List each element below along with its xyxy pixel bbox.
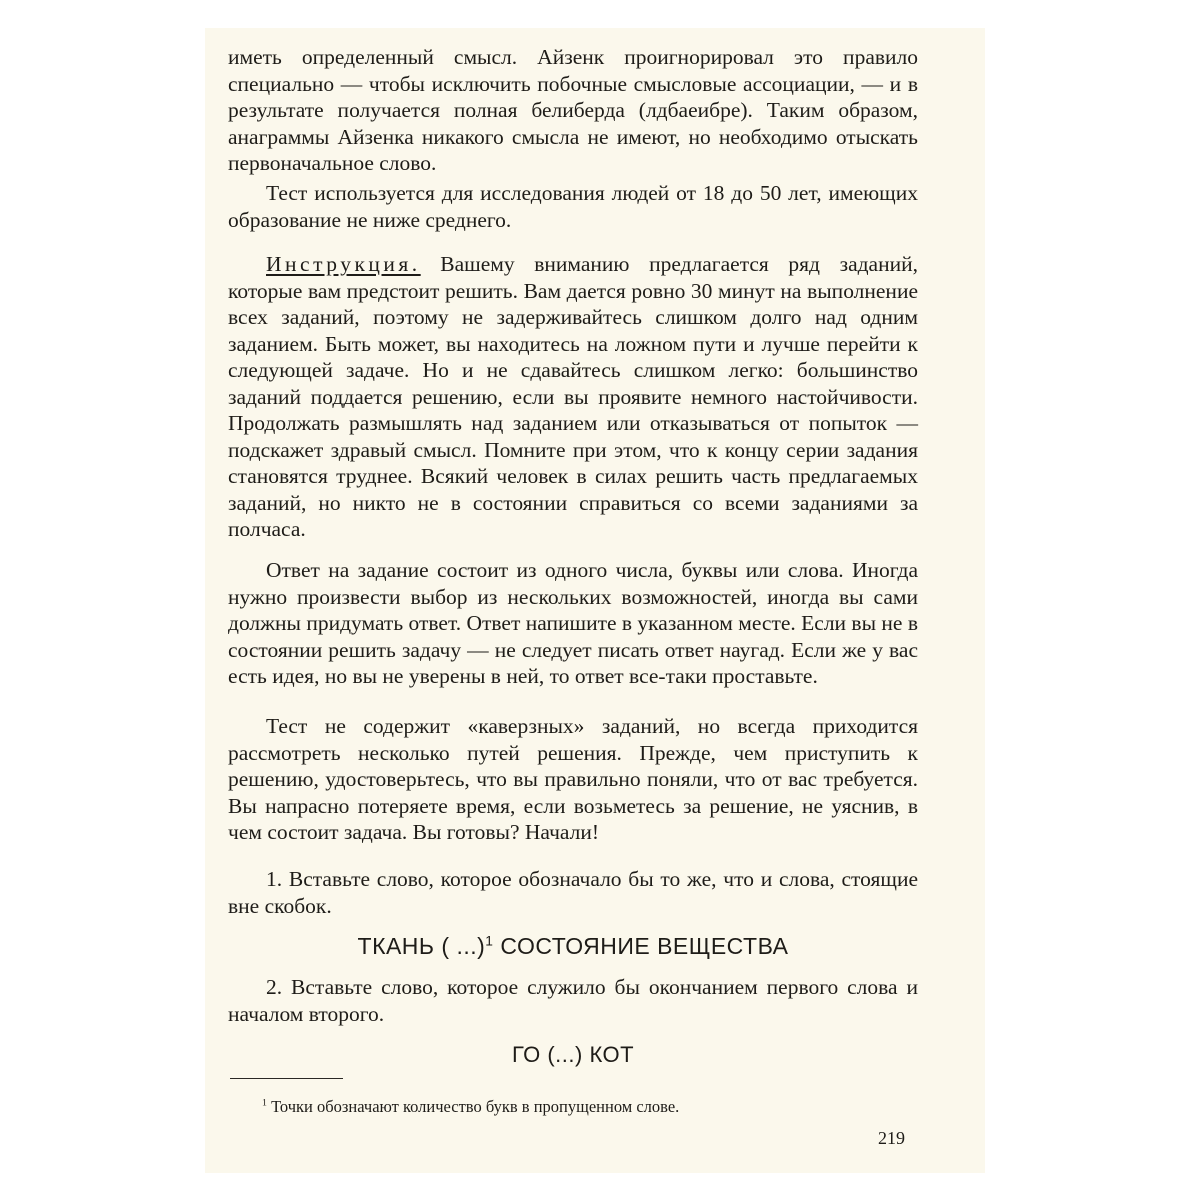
- page-number: 219: [878, 1128, 905, 1148]
- footnote-text: Точки обозначают количество букв в пропущенном слове.: [266, 1097, 680, 1116]
- paragraph-no-tricks: [228, 713, 918, 846]
- paragraph-age-range: [228, 180, 918, 233]
- task-2-instruction: [228, 974, 918, 1027]
- paragraph-3: [228, 251, 918, 543]
- footnote-ref: 1: [485, 933, 494, 949]
- footnote: [262, 1097, 679, 1117]
- paragraph-4: Ответ на задание состоит из одного числа, буквы или слова. Иногда нужно произвести выбор из нескольких возможностей, иногда вы сами должны придумать ответ. Ответ напишите в указанном месте. Если вы не в состоянии решить задачу — не следует писать ответ наугад. Если же у вас есть идея, но вы не уверены в ней, то ответ все-таки проставьте.: [228, 558, 918, 688]
- task-1-puzzle: [228, 932, 918, 960]
- paragraph-instruction: [228, 251, 918, 543]
- task-1-puzzle-right: СОСТОЯНИЕ ВЕЩЕСТВА: [493, 933, 789, 959]
- task-1-text: 1. Вставьте слово, которое обозначало бы то же, что и слова, стоящие вне скобок.: [228, 867, 918, 918]
- task-1-puzzle-left: ТКАНЬ ( ...): [357, 933, 486, 959]
- task-1-instruction: [228, 866, 918, 919]
- paragraph-anagram-intro: [228, 44, 918, 177]
- paragraph-2: Тест используется для исследования людей от 18 до 50 лет, имеющих образование не ниже среднего.: [228, 181, 918, 232]
- paragraph-1: иметь определенный смысл. Айзенк проигнорировал это правило специально — чтобы исключить побочные смысловые ассоциации, — и в результате получается полная белиберда (лдбаеибре). Таким образом, анаграммы Айзенка никакого смысла не имеют, но необходимо отыскать первоначальное слово.: [228, 45, 918, 175]
- instruction-text: Вашему вниманию предлагается ряд заданий, которые вам предстоит решить. Вам дается ровно 30 минут на выполнение всех заданий, поэтому не задерживайтесь слишком долго над одним заданием. Быть может, вы находитесь на ложном пути и лучше перейти к следующей задаче. Но и не сдавайтесь слишком легко: большинство заданий поддается решению, если вы проявите немного настойчивости. Продолжать размышлять над заданием или отказываться от попыток — подскажет здравый смысл. Помните при этом, что к концу серии задания становятся труднее. Всякий человек в силах решить часть предлагаемых заданий, но никто не в состоянии справиться со всеми заданиями за полчаса.: [228, 252, 918, 541]
- paragraph-5: Тест не содержит «каверзных» заданий, но всегда приходится рассмотреть несколько путей решения. Прежде, чем приступить к решению, удостоверьтесь, что вы правильно поняли, что от вас требуется. Вы напрасно потеряете время, если возьметесь за решение, не уяснив, в чем состоит задача. Вы готовы? Начали!: [228, 714, 918, 844]
- task-2-puzzle: ГО (...) КОТ: [511, 1042, 635, 1067]
- instruction-label: Инструкция.: [266, 252, 421, 276]
- task-2-text: 2. Вставьте слово, которое служило бы окончанием первого слова и началом второго.: [228, 975, 918, 1026]
- footnote-marker: 1: [262, 1097, 267, 1109]
- paragraph-answer-format: [228, 557, 918, 690]
- footnote-divider: [230, 1078, 343, 1079]
